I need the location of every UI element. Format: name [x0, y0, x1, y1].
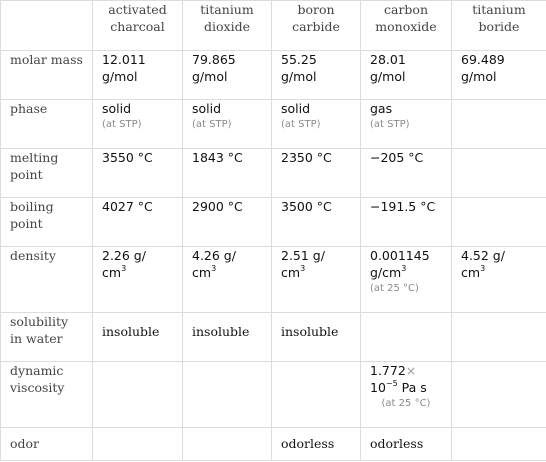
cell-melting-point-boron-carbide: 2350 °C: [272, 149, 361, 198]
density-unit: cm: [281, 265, 301, 280]
cell-molar-mass-carbon-monoxide: 28.01 g/mol: [361, 51, 452, 100]
row-label-melting-point: melting point: [1, 149, 93, 198]
row-density: [1, 247, 546, 313]
cell-viscosity-titanium-boride: [452, 362, 546, 428]
cell-density-titanium-dioxide: [183, 247, 272, 313]
column-header-carbon-monoxide: carbon monoxide: [361, 1, 452, 51]
viscosity-exponent: −5: [385, 378, 398, 388]
density-unit: cm: [102, 265, 122, 280]
column-header-boron-carbide: boron carbide: [272, 1, 361, 51]
cell-phase-activated-charcoal: [93, 100, 183, 149]
cell-melting-point-activated-charcoal: 3550 °C: [93, 149, 183, 198]
phase-value: solid: [102, 101, 132, 116]
phase-value: gas: [370, 101, 393, 116]
phase-condition-note: (at STP): [370, 119, 410, 130]
cell-melting-point-titanium-boride: [452, 149, 546, 198]
row-label-density: density: [1, 247, 93, 313]
phase-condition-note: (at STP): [102, 119, 142, 130]
row-label-solubility-in-water: solubility in water: [1, 313, 93, 362]
header-row: [1, 1, 546, 51]
corner-cell: [1, 1, 93, 51]
density-value: 0.001145: [370, 248, 430, 263]
density-unit: g/cm: [370, 265, 402, 280]
column-header-activated-charcoal: activated charcoal: [93, 1, 183, 51]
phase-condition-note: (at STP): [192, 119, 232, 130]
cell-odor-boron-carbide: odorless: [272, 428, 361, 461]
row-boiling-point: [1, 198, 546, 247]
phase-value: solid: [281, 101, 311, 116]
cell-molar-mass-activated-charcoal: 12.011 g/mol: [93, 51, 183, 100]
cell-phase-boron-carbide: [272, 100, 361, 149]
row-label-phase: phase: [1, 100, 93, 149]
cell-phase-titanium-boride: [452, 100, 546, 149]
cell-odor-carbon-monoxide: odorless: [361, 428, 452, 461]
cell-phase-carbon-monoxide: [361, 100, 452, 149]
cell-solubility-carbon-monoxide: [361, 313, 452, 362]
density-unit-exponent: 3: [211, 263, 217, 273]
density-value: 2.51 g/: [281, 248, 325, 263]
cell-viscosity-titanium-dioxide: [183, 362, 272, 428]
row-phase: [1, 100, 546, 149]
cell-boiling-point-activated-charcoal: 4027 °C: [93, 198, 183, 247]
cell-boiling-point-carbon-monoxide: −191.5 °C: [361, 198, 452, 247]
cell-viscosity-carbon-monoxide: [361, 362, 452, 428]
cell-density-boron-carbide: [272, 247, 361, 313]
cell-solubility-titanium-boride: [452, 313, 546, 362]
row-label-odor: odor: [1, 428, 93, 461]
cell-melting-point-carbon-monoxide: −205 °C: [361, 149, 452, 198]
viscosity-base: 10: [370, 380, 386, 395]
cell-odor-titanium-boride: [452, 428, 546, 461]
density-unit-exponent: 3: [480, 263, 486, 273]
density-unit-exponent: 3: [121, 263, 127, 273]
cell-solubility-boron-carbide: insoluble: [272, 313, 361, 362]
row-odor: [1, 428, 546, 461]
row-molar-mass: [1, 51, 546, 100]
cell-boiling-point-boron-carbide: 3500 °C: [272, 198, 361, 247]
density-value: 4.52 g/: [461, 248, 505, 263]
density-unit: cm: [461, 265, 481, 280]
cell-solubility-activated-charcoal: insoluble: [93, 313, 183, 362]
row-label-dynamic-viscosity: dynamic viscosity: [1, 362, 93, 428]
density-value: 2.26 g/: [102, 248, 146, 263]
cell-density-carbon-monoxide: [361, 247, 452, 313]
cell-viscosity-activated-charcoal: [93, 362, 183, 428]
column-header-titanium-dioxide: titanium dioxide: [183, 1, 272, 51]
cell-molar-mass-titanium-boride: 69.489 g/mol: [452, 51, 546, 100]
cell-viscosity-boron-carbide: [272, 362, 361, 428]
row-label-boiling-point: boiling point: [1, 198, 93, 247]
density-condition-note: (at 25 °C): [370, 283, 419, 294]
viscosity-condition-note: (at 25 °C): [381, 398, 431, 409]
row-dynamic-viscosity: [1, 362, 546, 428]
cell-density-activated-charcoal: [93, 247, 183, 313]
row-solubility-in-water: [1, 313, 546, 362]
times-sign: ×: [405, 363, 417, 378]
cell-solubility-titanium-dioxide: insoluble: [183, 313, 272, 362]
viscosity-value: 1.772: [370, 363, 406, 378]
density-value: 4.26 g/: [192, 248, 236, 263]
cell-boiling-point-titanium-dioxide: 2900 °C: [183, 198, 272, 247]
row-label-molar-mass: molar mass: [1, 51, 93, 100]
cell-density-titanium-boride: [452, 247, 546, 313]
cell-phase-titanium-dioxide: [183, 100, 272, 149]
cell-melting-point-titanium-dioxide: 1843 °C: [183, 149, 272, 198]
density-unit: cm: [192, 265, 212, 280]
cell-molar-mass-boron-carbide: 55.25 g/mol: [272, 51, 361, 100]
density-unit-exponent: 3: [401, 263, 407, 273]
phase-condition-note: (at STP): [281, 119, 321, 130]
column-header-titanium-boride: titanium boride: [452, 1, 546, 51]
cell-odor-activated-charcoal: [93, 428, 183, 461]
cell-odor-titanium-dioxide: [183, 428, 272, 461]
cell-molar-mass-titanium-dioxide: 79.865 g/mol: [183, 51, 272, 100]
density-unit-exponent: 3: [300, 263, 306, 273]
viscosity-unit: Pa s: [397, 380, 427, 395]
row-melting-point: [1, 149, 546, 198]
phase-value: solid: [192, 101, 222, 116]
cell-boiling-point-titanium-boride: [452, 198, 546, 247]
